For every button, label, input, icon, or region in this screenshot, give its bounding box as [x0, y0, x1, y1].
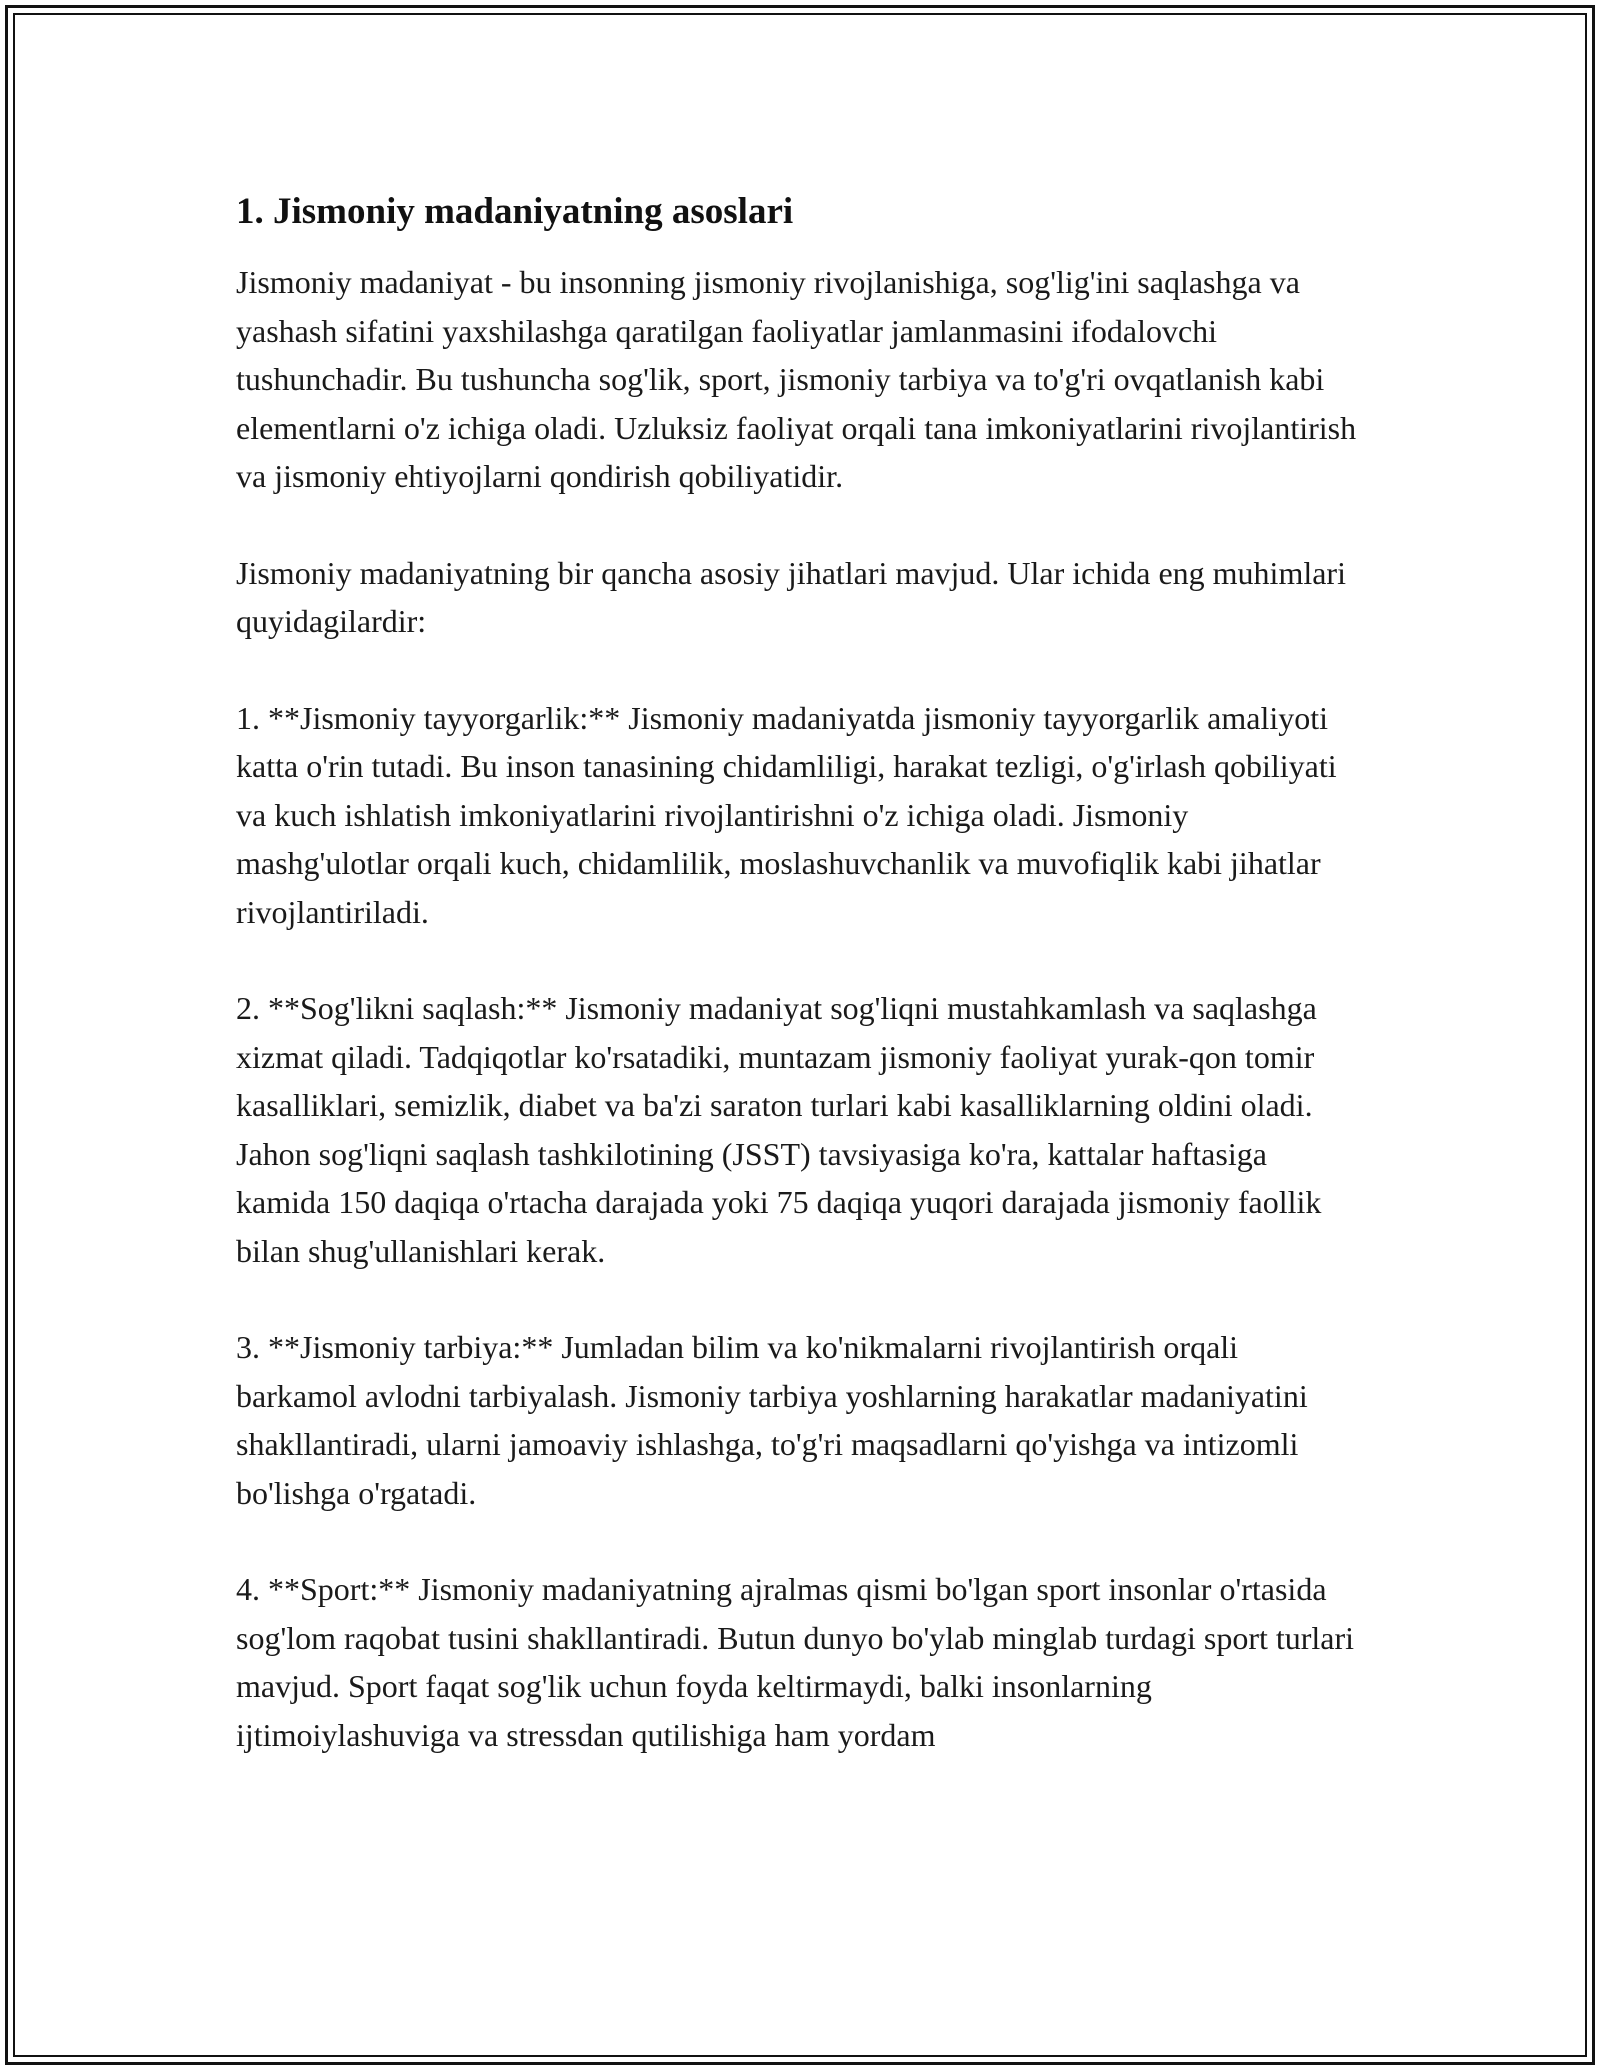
paragraph-intro: Jismoniy madaniyat - bu insonning jismoniy rivojlanishiga, sog'lig'ini saqlashga va yashash sifatini yaxshilashga qaratilgan faoliyatlar jamlanmasini ifodalovchi tushunchadir. Bu tushuncha sog'lik, sport, jismoniy tarbiya va to'g'ri ovqatlanish kabi elementlarni o'z ichiga oladi. Uzluksiz faoliyat orqali tana imkoniyatlarini rivojlantirish va jismoniy ehtiyojlarni qondirish qobiliyatidir.: [236, 264, 1357, 494]
paragraph-item-4: 4. **Sport:** Jismoniy madaniyatning ajralmas qismi bo'lgan sport insonlar o'rtasida sog'lom raqobat tusini shakllantiradi. Butun dunyo bo'ylab minglab turdagi sport turlari mavjud. Sport faqat sog'lik uchun foyda keltirmaydi, balki insonlarning ijtimoiylashuviga va stressdan qutilishiga ham yordam: [236, 1571, 1355, 1753]
document-body: [236, 188, 1366, 1807]
paragraph-item-2: 2. **Sog'likni saqlash:** Jismoniy madaniyat sog'liqni mustahkamlash va saqlashga xizmat qiladi. Tadqiqotlar ko'rsatadiki, muntazam jismoniy faoliyat yurak-qon tomir kasalliklari, semizlik, diabet va ba'zi saraton turlari kabi kasalliklarning oldini oladi. Jahon sog'liqni saqlash tashkilotining (JSST) tavsiyasiga ko'ra, kattalar haftasiga kamida 150 daqiqa o'rtacha darajada yoki 75 daqiqa yuqori darajada jismoniy faollik bilan shug'ullanishlari kerak.: [236, 990, 1322, 1269]
section-heading: 1. Jismoniy madaniyatning asoslari: [236, 191, 794, 232]
paragraph-item-3: 3. **Jismoniy tarbiya:** Jumladan bilim va ko'nikmalarni rivojlantirish orqali barkamol avlodni tarbiyalash. Jismoniy tarbiya yoshlarning harakatlar madaniyatini shakllantiradi, ularni jamoaviy ishlashga, to'g'ri maqsadlarni qo'yishga va intizomli bo'lishga o'rgatadi.: [236, 1329, 1308, 1511]
paragraph-aspects: Jismoniy madaniyatning bir qancha asosiy jihatlari mavjud. Ular ichida eng muhimlari quyidagilardir:: [236, 554, 1346, 639]
paragraph-item-1: 1. **Jismoniy tayyorgarlik:** Jismoniy madaniyatda jismoniy tayyorgarlik amaliyoti katta o'rin tutadi. Bu inson tanasining chidamliligi, harakat tezligi, o'g'irlash qobiliyati va kuch ishlatish imkoniyatlarini rivojlantirishni o'z ichiga oladi. Jismoniy mashg'ulotlar orqali kuch, chidamlilik, moslashuvchanlik va muvofiqlik kabi jihatlar rivojlantiriladi.: [236, 699, 1337, 930]
